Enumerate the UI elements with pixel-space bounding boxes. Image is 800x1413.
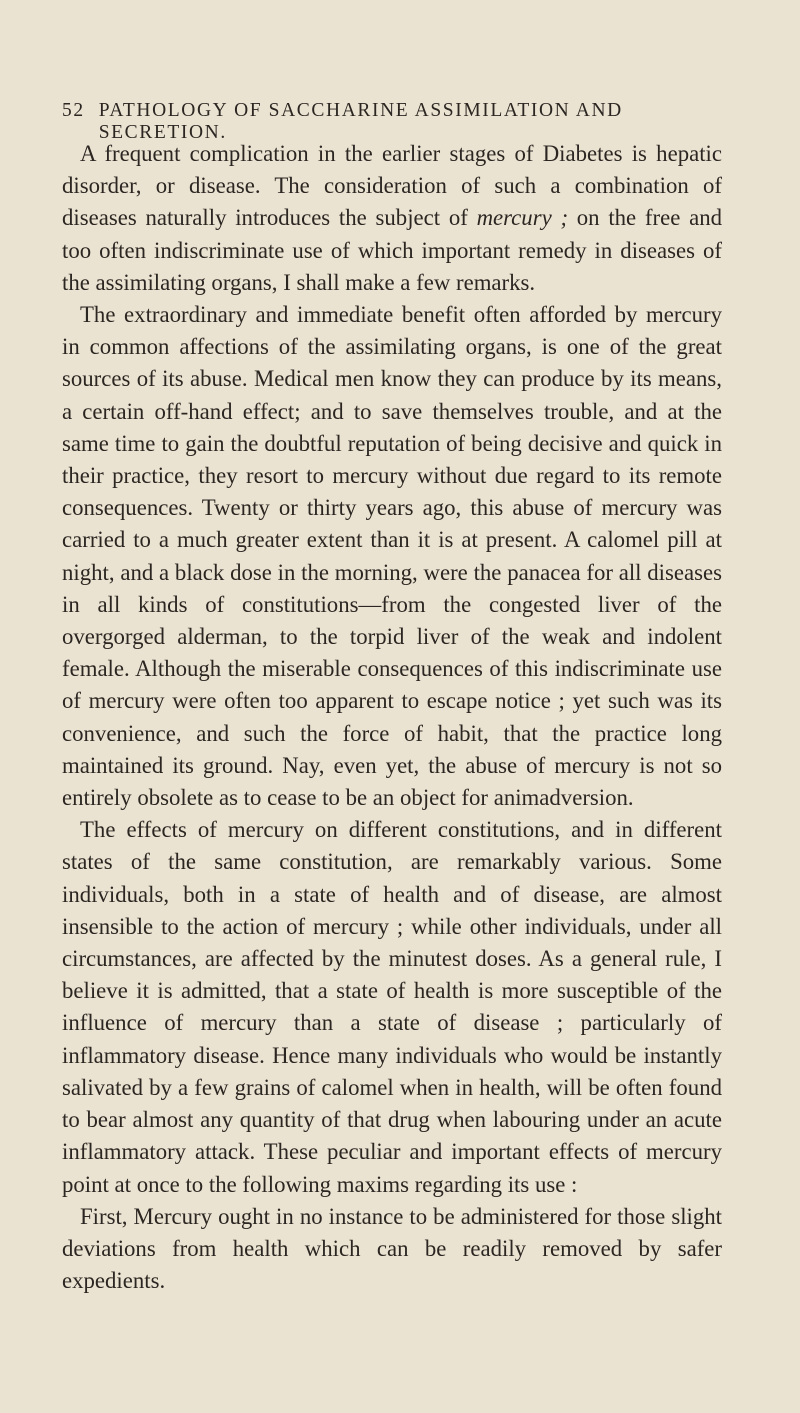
body-text [62,138,722,1297]
emphasis-mercury: mercury ; [476,205,569,231]
running-title: PATHOLOGY OF SACCHARINE ASSIMILATION AND SECRETION. [98,100,623,143]
paragraph-1 [62,138,722,299]
paragraph-1-text: A frequent complication in the earlier stages of Diabetes is hepatic disorder, or disease. The consideration of such a combination of diseases naturally introduces the subject of [62,141,722,231]
paragraph-3: The effects of mercury on different constitutions, and in different states of the same constitution, are remarkably various. Some individuals, both in a state of health and of disease, are almost insensible to the action of mercury ; while other individuals, under all circumstances, are affected by the minutest doses. As a general rule, I believe it is admitted, that a state of health is more susceptible of the influence of mercury than a state of disease ; particularly of inflammatory disease. Hence many individuals who would be instantly salivated by a few grains of calomel when in health, will be often found to bear almost any quantity of that drug when labouring under an acute inflammatory attack. These peculiar and important effects of mercury point at once to the following maxims regarding its use : [62,817,722,1197]
paragraph-4: First, Mercury ought in no instance to be administered for those slight deviations from health which can be readily removed by safer expedients. [62,1203,722,1294]
page-number: 52 [62,100,85,121]
paragraph-1-continuation: on the free and too often indiscriminate use of which important remedy in diseases of the assimilating organs, I shall make a few remarks. [62,205,722,295]
paragraph-2: The extraordinary and immediate benefit often afforded by mercury in common affections of the assimilating organs, is one of the great sources of its abuse. Medical men know they can produce by its means, a certain off-hand effect; and to save themselves trouble, and at the same time to gain the doubtful reputation of being decisive and quick in their practice, they resort to mercury without due regard to its remote consequences. Twenty or thirty years ago, this abuse of mercury was carried to a much greater extent than it is at present. A calomel pill at night, and a black dose in the morning, were the panacea for all diseases in all kinds of constitutions—from the congested liver of the overgorged alderman, to the torpid liver of the weak and indolent female. Although the miserable consequences of this indiscriminate use of mercury were often too apparent to escape notice ; yet such was its convenience, and such the force of habit, that the practice long maintained its ground. Nay, even yet, the abuse of mercury is not so entirely obsolete as to cease to be an object for animadversion. [62,302,722,811]
